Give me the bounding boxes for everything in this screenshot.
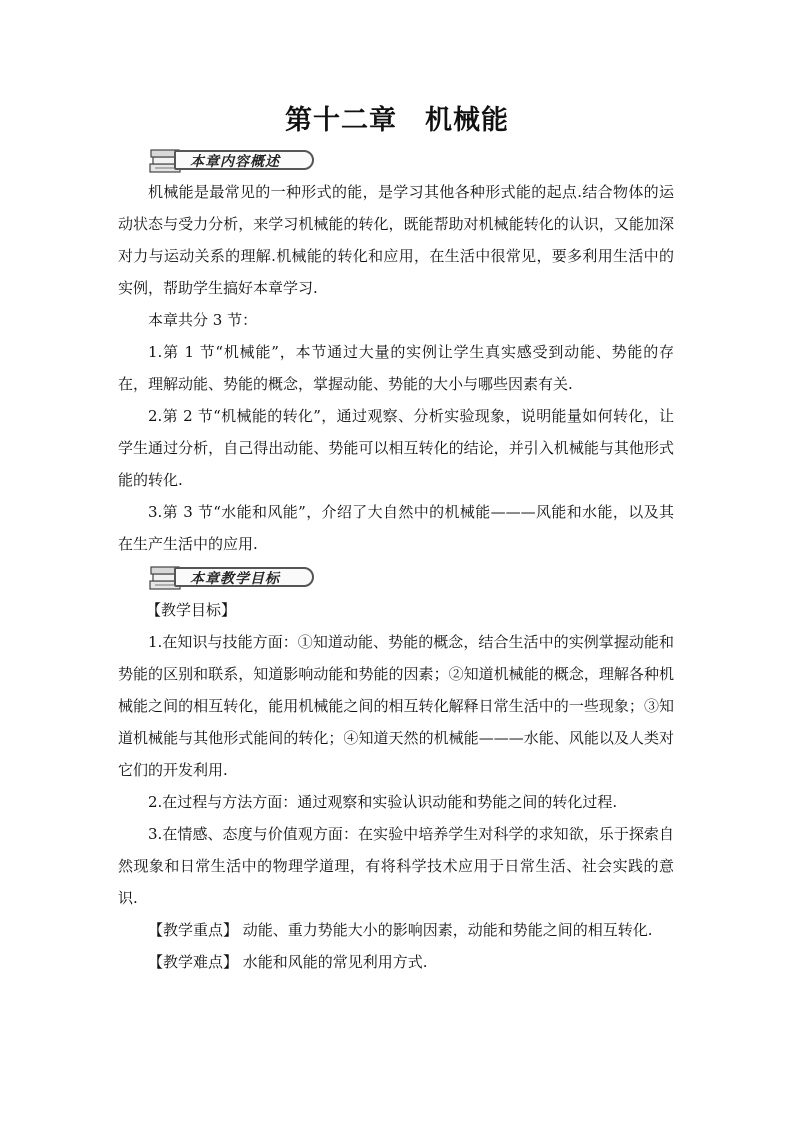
- paragraph: 本章共分 3 节：: [148, 311, 258, 329]
- section-banner-overview: [148, 146, 316, 176]
- key-points-paragraph: [118, 914, 674, 946]
- section-banner-objectives: [148, 563, 316, 593]
- chapter-title: 第十二章 机械能: [285, 105, 509, 136]
- objective-item: 1.在知识与技能方面：①知道动能、势能的概念，结合生活中的实例掌握动能和势能的区别和联系，知道影响动能和势能的因素；②知道机械能的概念，理解各种机械能之间的相互转化，能用机械能之间的相互转化解释日常生活中的一些现象；③知道机械能与其他形式能间的转化；④知道天然的机械能———水能、风能以及人类对它们的开发利用.: [118, 633, 674, 779]
- objective-item: 2.在过程与方法方面：通过观察和实验认识动能和势能之间的转化过程.: [148, 793, 618, 811]
- key-points-label: 【教学重点】: [148, 921, 239, 939]
- objectives-heading: 【教学目标】: [146, 601, 237, 619]
- paragraph: 2.第 2 节“机械能的转化”，通过观察、分析实验现象，说明能量如何转化，让学生通过分析，自己得出动能、势能可以相互转化的结论，并引入机械能与其他形式能的转化.: [118, 407, 674, 489]
- paragraph: 3.第 3 节“水能和风能”，介绍了大自然中的机械能———风能和水能，以及其在生产生活中的应用.: [118, 503, 674, 553]
- paragraph: 1.第 1 节“机械能”，本节通过大量的实例让学生真实感受到动能、势能的存在，理解动能、势能的概念，掌握动能、势能的大小与哪些因素有关.: [118, 343, 674, 393]
- difficulties-paragraph: [118, 946, 674, 978]
- paragraph: 机械能是最常见的一种形式的能，是学习其他各种形式能的起点.结合物体的运动状态与受力分析，来学习机械能的转化，既能帮助对机械能转化的认识，又能加深对力与运动关系的理解.机械能的转化和应用，在生活中很常见，要多利用生活中的实例，帮助学生搞好本章学习.: [118, 183, 674, 297]
- difficulties-text: 水能和风能的常见利用方式.: [238, 953, 428, 971]
- section-overview: [118, 176, 674, 560]
- key-points-text: 动能、重力势能大小的影响因素，动能和势能之间的相互转化.: [238, 921, 653, 939]
- section-banner-label-box: [174, 150, 314, 170]
- section-banner-label: 本章教学目标: [190, 571, 280, 587]
- section-banner-label-box: [174, 567, 314, 587]
- objective-item: 3.在情感、态度与价值观方面：在实验中培养学生对科学的求知欲，乐于探索自然现象和日常生活中的物理学道理，有将科学技术应用于日常生活、社会实践的意识.: [118, 825, 674, 907]
- difficulties-label: 【教学难点】: [148, 953, 239, 971]
- section-banner-label: 本章内容概述: [190, 154, 280, 170]
- section-objectives: [118, 594, 674, 978]
